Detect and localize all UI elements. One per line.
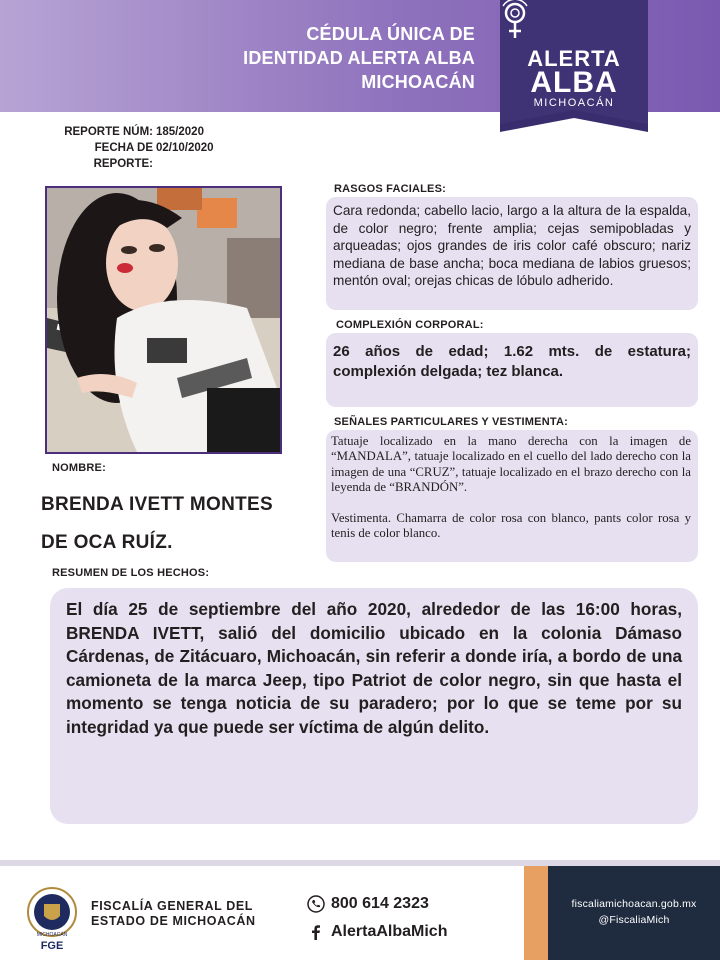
footer-web-panel: [548, 866, 720, 960]
fge-seal-ring-text: MICHOACÁN: [36, 932, 68, 938]
title-line-1: CÉDULA ÚNICA DE: [306, 24, 475, 44]
report-date-value: 02/10/2020: [156, 142, 214, 154]
name-label: NOMBRE:: [52, 462, 106, 474]
fge-seal-text: FGE: [40, 940, 64, 952]
report-date-label: FECHA DE REPORTE:: [93, 142, 153, 170]
missing-person-photo: [45, 186, 282, 454]
marks-clothing-text: Vestimenta. Chamarra de color rosa con blanco, pants color rosa y tenis de color blanco.: [331, 510, 691, 541]
phone-row: [307, 890, 447, 918]
summary-text: El día 25 de septiembre del año 2020, alrededor de las 16:00 horas, BRENDA IVETT, salió del domicilio ubicado en la colonia Dámaso Cárdenas, de Zitácuaro, Michoacán, sin referir a donde iría, a bordo de una camioneta de la marca Jeep, tipo Patriot de color negro, sin que hasta el momento se tenga noticia de su paradero; por lo que se teme por su integridad ya que puede ser víctima de algún delito.: [66, 599, 682, 737]
agency-name: [91, 899, 256, 929]
marks-label: SEÑALES PARTICULARES Y VESTIMENTA:: [334, 416, 568, 428]
complexion-text: 26 años de edad; 1.62 mts. de estatura; complexión delgada; tez blanca.: [333, 343, 691, 380]
report-number-label: REPORTE NÚM:: [64, 126, 153, 138]
name-line-1: BRENDA IVETT MONTES: [41, 494, 273, 515]
document-title: [243, 22, 475, 94]
alerta-alba-badge: [500, 0, 648, 136]
badge-line-3: MICHOACÁN: [533, 97, 615, 109]
person-photo: [47, 188, 280, 452]
badge-line-1: ALERTA: [527, 46, 621, 71]
complexion-label: COMPLEXIÓN CORPORAL:: [336, 319, 484, 331]
agency-name-line-2: ESTADO DE MICHOACÁN: [91, 914, 256, 928]
title-line-2: IDENTIDAD ALERTA ALBA: [243, 48, 475, 68]
phone-icon: [307, 895, 325, 913]
summary-label: RESUMEN DE LOS HECHOS:: [52, 567, 210, 579]
name-line-2: DE OCA RUÍZ.: [41, 532, 173, 553]
facial-features-label: RASGOS FACIALES:: [334, 183, 446, 195]
contact-info: [307, 890, 447, 946]
title-line-3: MICHOACÁN: [361, 72, 475, 92]
facebook-icon: [307, 923, 325, 941]
website-link[interactable]: fiscaliamichoacan.gob.mx: [571, 898, 697, 910]
phone-number[interactable]: 800 614 2323: [331, 895, 429, 912]
facebook-handle[interactable]: AlertaAlbaMich: [331, 923, 448, 940]
report-info: [38, 124, 214, 172]
facial-features-text: Cara redonda; cabello lacio, largo a la altura de la espalda, de color negro; frente amplia; cejas semipobladas y arqueadas; ojos grandes de iris color café obscuro; nariz mediana de base ancha; boca mediana de labios gruesos; mentón oval; orejas chicas de lóbulo adherido.: [333, 203, 691, 288]
facebook-row: [307, 918, 447, 946]
agency-name-line-1: FISCALÍA GENERAL DEL: [91, 899, 254, 913]
twitter-handle[interactable]: @FiscaliaMich: [598, 914, 670, 926]
footer-accent-strip: [524, 866, 548, 960]
female-symbol-icon: [500, 0, 530, 40]
marks-tattoos-text: Tatuaje localizado en la mano derecha con la imagen de “MANDALA”, tatuaje localizado en el cuello del lado derecho con la imagen de una “CRUZ”, tatuaje localizado en el brazo derecho con la leyenda de “BRANDÓN”.: [331, 434, 691, 495]
marks-text: [331, 434, 691, 541]
report-number-value: 185/2020: [156, 126, 204, 138]
badge-line-2: ALBA: [530, 66, 618, 99]
fge-seal-icon: [24, 886, 80, 954]
